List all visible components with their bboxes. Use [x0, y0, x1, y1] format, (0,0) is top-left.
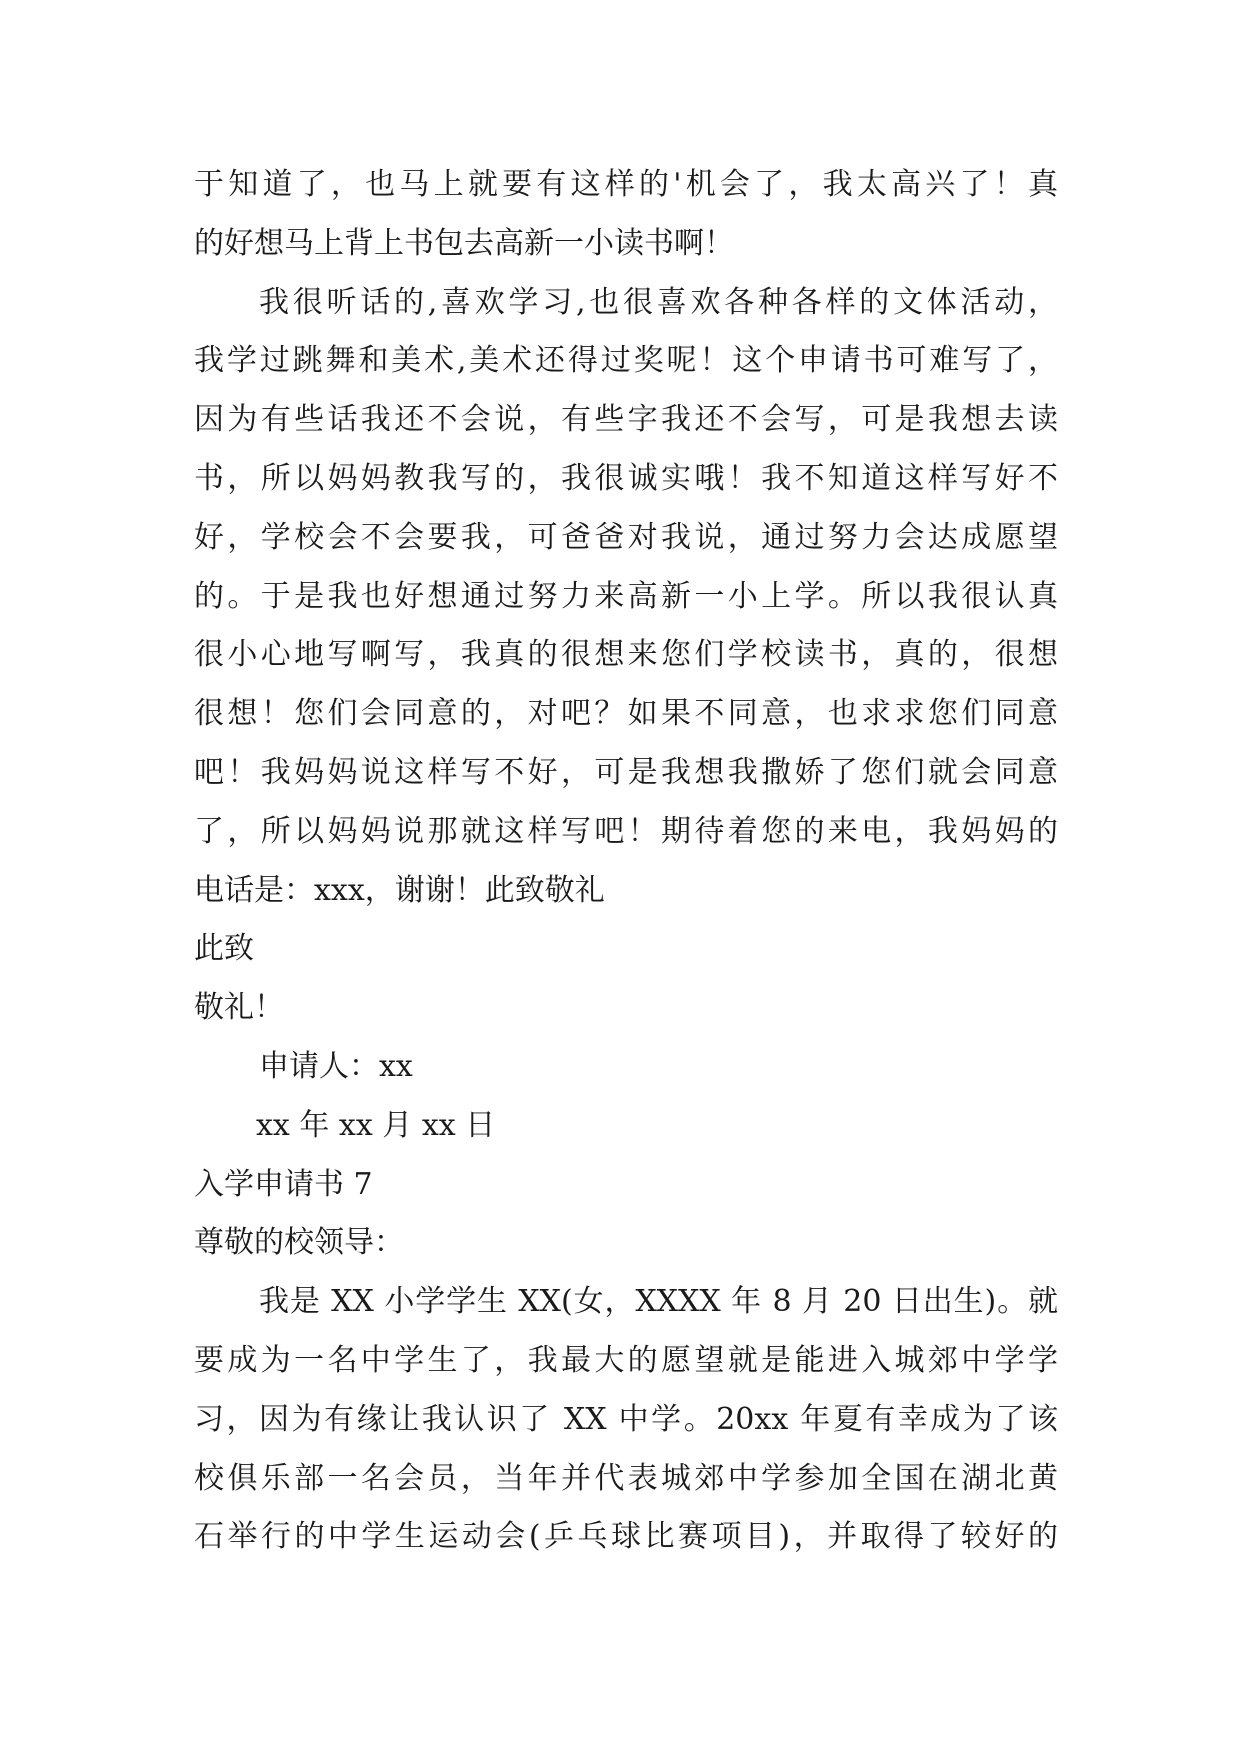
- signer-line: 申请人：xx: [259, 1048, 413, 1084]
- paragraph-line: 我学过跳舞和美术,美术还得过奖呢！这个申请书可难写了，: [194, 343, 1058, 379]
- paragraph-line: 了，所以妈妈说那就这样写吧！期待着您的来电，我妈妈的: [194, 813, 1058, 849]
- greeting-line: 尊敬的校领导：: [194, 1225, 404, 1261]
- paragraph-line: 石举行的中学生运动会(乒乓球比赛项目)，并取得了较好的: [194, 1519, 1058, 1555]
- closing-line: 此致: [194, 931, 254, 967]
- paragraph-line: 校俱乐部一名会员，当年并代表城郊中学参加全国在湖北黄: [194, 1460, 1058, 1496]
- paragraph-line: 的。于是我也好想通过努力来高新一小上学。所以我很认真: [194, 578, 1058, 614]
- paragraph-line: 因为有些话我还不会说，有些字我还不会写，可是我想去读: [194, 402, 1058, 438]
- date-line: xx 年 xx 月 xx 日: [256, 1107, 496, 1143]
- paragraph-line: 习，因为有缘让我认识了 XX 中学。20xx 年夏有幸成为了该: [194, 1401, 1058, 1437]
- document-body: [194, 156, 1058, 1567]
- paragraph-line: 好，学校会不会要我，可爸爸对我说，通过努力会达成愿望: [194, 519, 1058, 555]
- paragraph-line: 我很听话的,喜欢学习,也很喜欢各种各样的文体活动，: [259, 284, 1058, 320]
- letter-title: 入学申请书 7: [194, 1166, 373, 1202]
- salutation-line: 敬礼！: [194, 990, 284, 1026]
- paragraph-line: 吧！我妈妈说这样写不好，可是我想我撒娇了您们就会同意: [194, 754, 1058, 790]
- paragraph-line: 书，所以妈妈教我写的，我很诚实哦！我不知道这样写好不: [194, 460, 1058, 496]
- paragraph-line: 的好想马上背上书包去高新一小读书啊！: [194, 225, 734, 261]
- paragraph-line: 于知道了，也马上就要有这样的'机会了，我太高兴了！真: [194, 167, 1058, 202]
- paragraph-line: 电话是：xxx，谢谢！此致敬礼: [194, 872, 605, 908]
- paragraph-line: 很想！您们会同意的，对吧？如果不同意，也求求您们同意: [194, 696, 1058, 732]
- paragraph-line: 要成为一名中学生了，我最大的愿望就是能进入城郊中学学: [194, 1342, 1058, 1378]
- paragraph-line: 我是 XX 小学学生 XX(女，XXXX 年 8 月 20 日出生)。就: [259, 1284, 1058, 1320]
- paragraph-line: 很小心地写啊写，我真的很想来您们学校读书，真的，很想: [194, 637, 1058, 673]
